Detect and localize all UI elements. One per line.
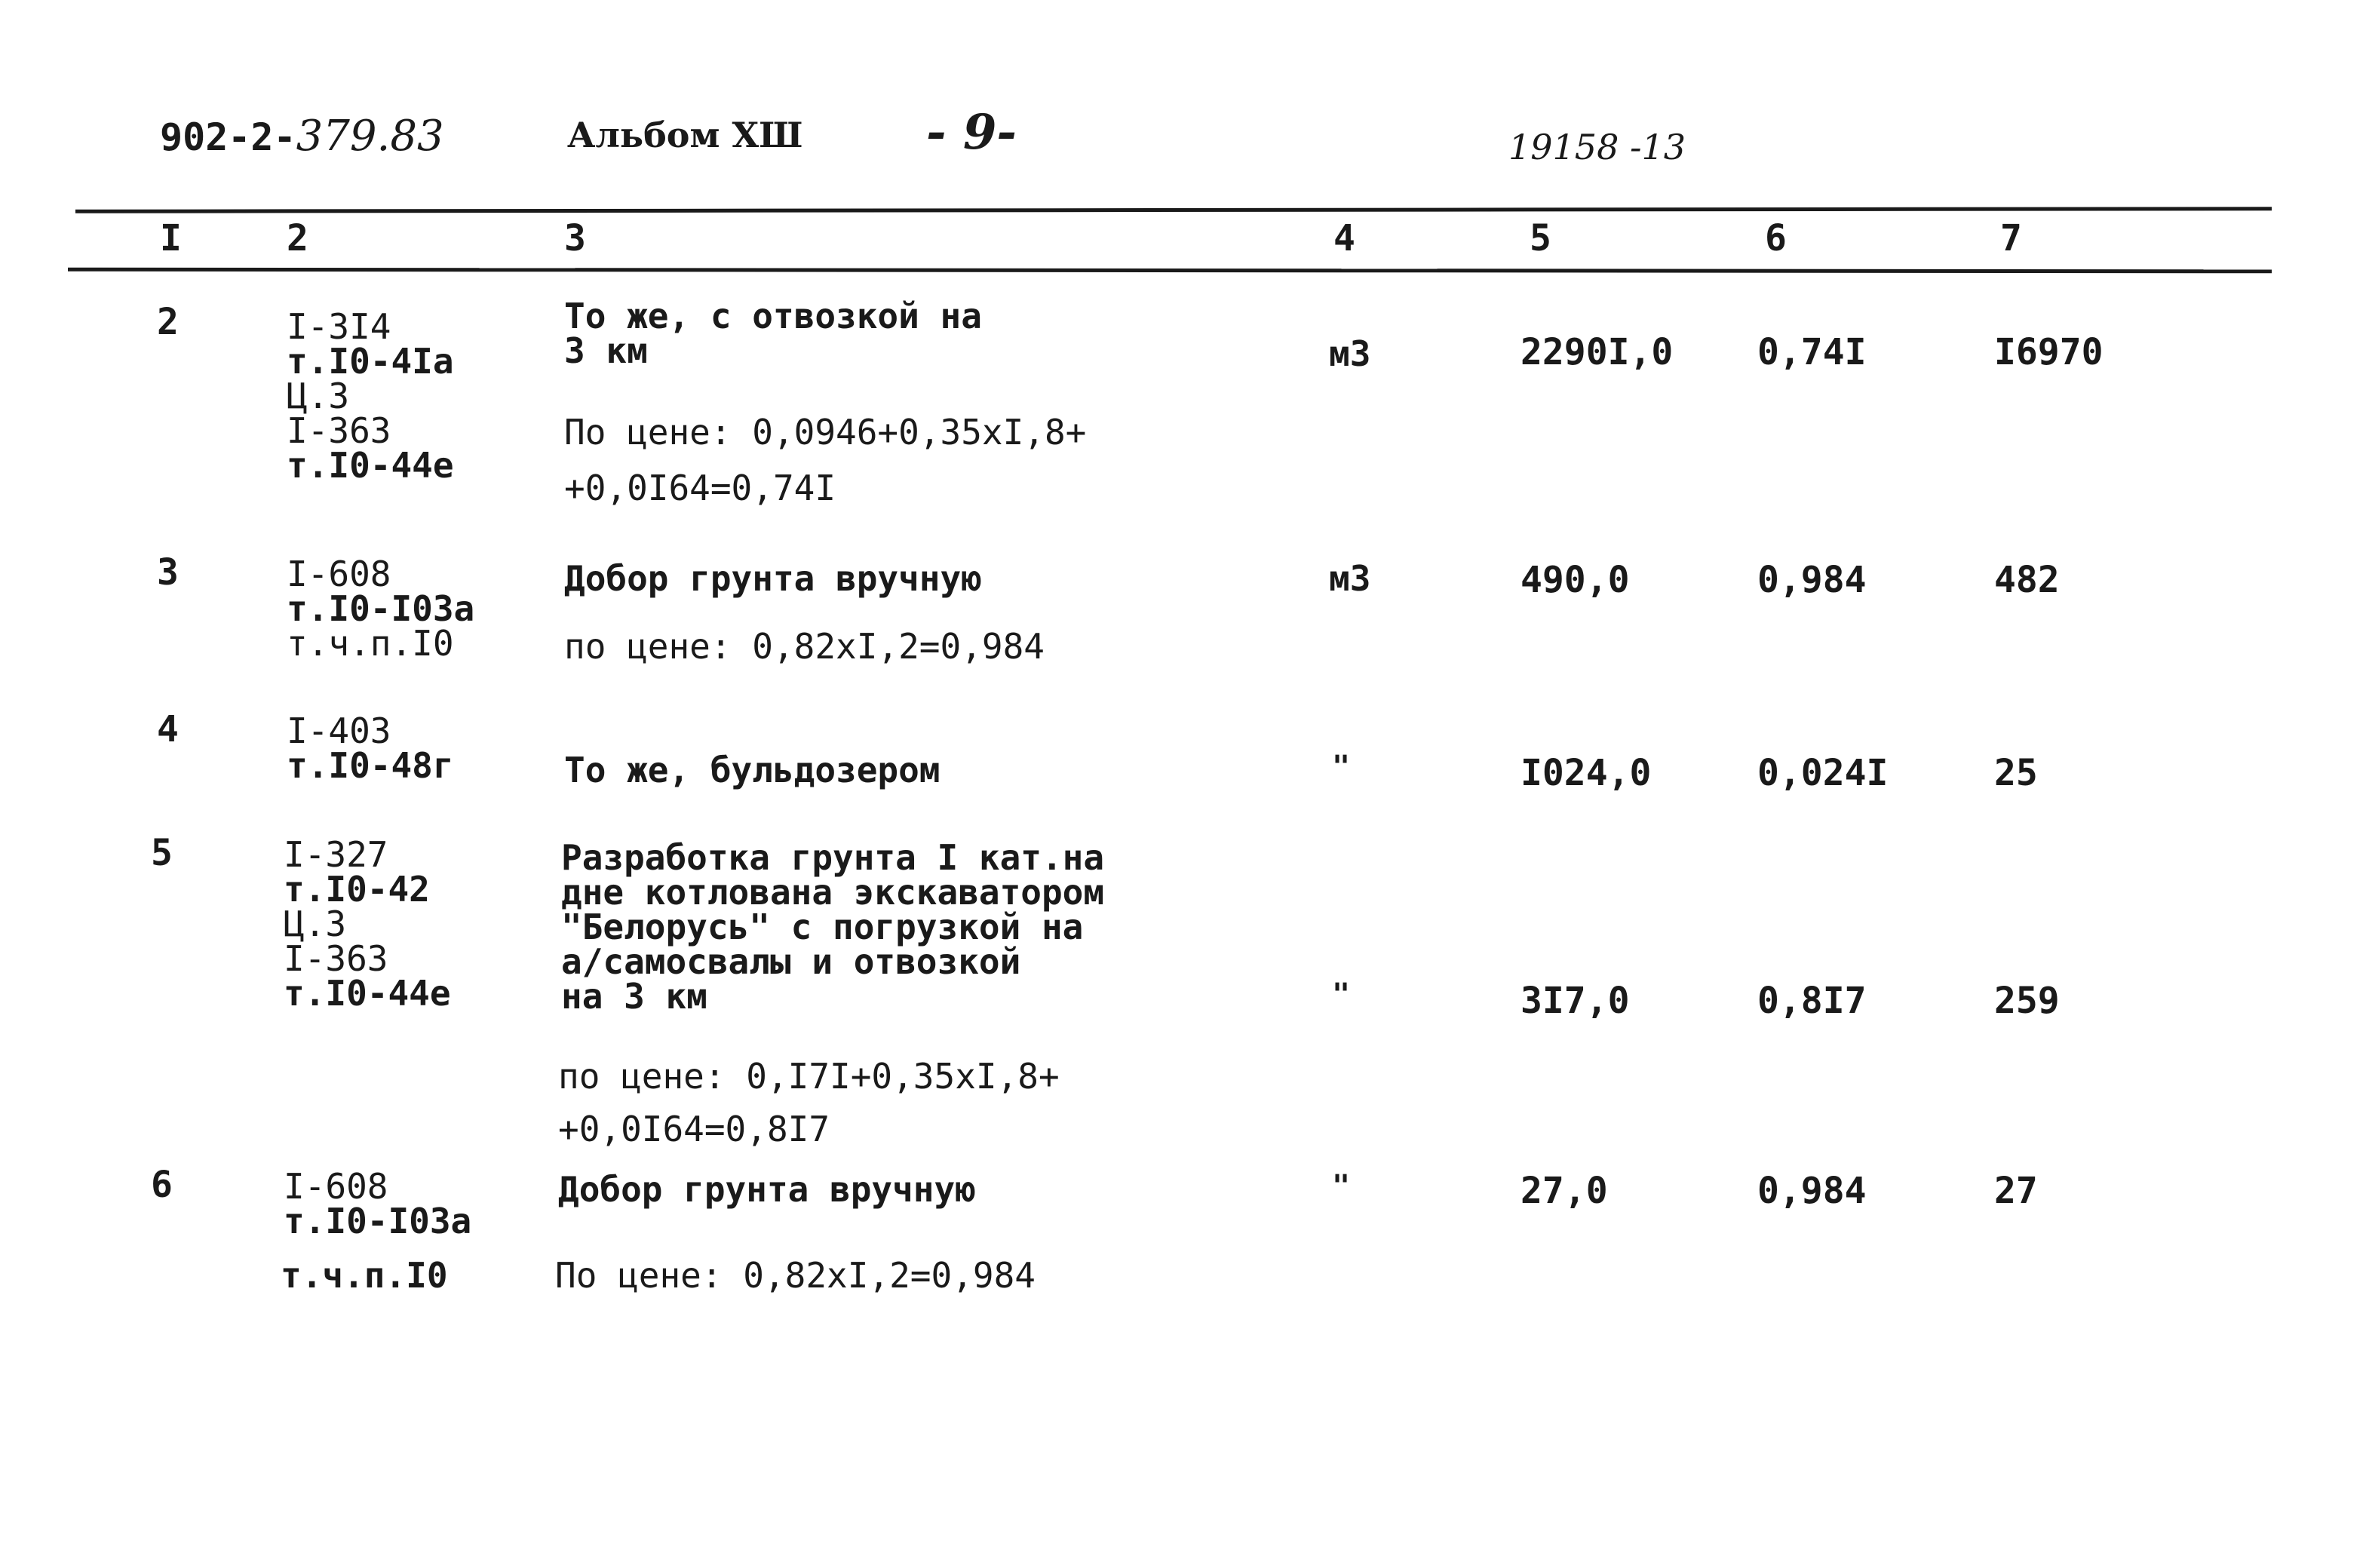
- unit-price: 0,984: [1757, 559, 1867, 601]
- unit: м3: [1329, 558, 1371, 599]
- header-top-rule: [75, 207, 2272, 213]
- page-number: - 9-: [926, 104, 1017, 161]
- description-line: Добор грунта вручную: [564, 558, 982, 599]
- norm-code: [287, 306, 454, 486]
- formula-line: По цене: 0,0946+0,35хI,8+: [564, 412, 1087, 453]
- description-line: а/самосвалы и отвозкой: [561, 941, 1021, 982]
- norm-code-line: т.I0-44е: [287, 445, 454, 486]
- norm-code-line: т.I0-42: [284, 869, 430, 910]
- sheet-number: 19158 -13: [1508, 127, 1686, 167]
- norm-code-line: I-403: [287, 710, 391, 751]
- norm-code-line: т.I0-4Iа: [287, 341, 454, 382]
- unit: м3: [1329, 333, 1371, 374]
- quantity: I024,0: [1521, 752, 1652, 794]
- total-cost: 25: [1994, 752, 2038, 794]
- header-bottom-rule: [68, 268, 2272, 274]
- quantity: 2290I,0: [1521, 331, 1674, 373]
- formula-line: по цене: 0,82хI,2=0,984: [564, 626, 1045, 667]
- norm-code-line: I-327: [284, 834, 388, 875]
- total-cost: 482: [1994, 559, 2060, 601]
- column-header-1: I: [160, 217, 182, 259]
- description-line: Разработка грунта I кат.на: [561, 837, 1105, 878]
- unit: ": [1332, 977, 1351, 1012]
- norm-code-line: I-608: [287, 554, 391, 594]
- work-description: [558, 1169, 976, 1210]
- price-formula: [558, 1050, 1060, 1155]
- description-line: То же, с отвозкой на: [564, 296, 982, 336]
- quantity: 27,0: [1521, 1170, 1608, 1212]
- norm-code-line: I-608: [284, 1166, 388, 1207]
- norm-code: [284, 834, 451, 1014]
- norm-code-line: т.I0-44е: [284, 973, 451, 1014]
- work-description: [561, 837, 1105, 1017]
- document-code: [160, 112, 444, 161]
- norm-code-line: т.I0-I03а: [287, 588, 475, 629]
- work-description: [564, 558, 982, 599]
- price-formula: [564, 404, 1086, 516]
- row-number: 6: [151, 1164, 173, 1206]
- norm-code-extra: т.ч.п.I0: [281, 1255, 448, 1296]
- total-cost: I6970: [1994, 331, 2104, 373]
- description-line: 3 км: [564, 330, 648, 371]
- column-header-6: 6: [1765, 217, 1787, 259]
- row-number: 2: [157, 301, 179, 343]
- quantity: 3I7,0: [1521, 980, 1630, 1022]
- quantity: 490,0: [1521, 559, 1630, 601]
- row-number: 5: [151, 832, 173, 874]
- unit-price: 0,74I: [1757, 331, 1867, 373]
- norm-code-line: т.I0-48г: [287, 745, 454, 786]
- column-header-2: 2: [287, 217, 308, 259]
- row-number: 3: [157, 551, 179, 594]
- formula-line: По цене: 0,82хI,2=0,984: [555, 1255, 1036, 1296]
- price-formula: [564, 626, 1045, 667]
- row-number: 4: [157, 708, 179, 750]
- unit-price: 0,024I: [1757, 752, 1889, 794]
- norm-code: [287, 554, 475, 664]
- description-line: "Белорусь" с погрузкой на: [561, 907, 1084, 947]
- description-line: на 3 км: [561, 976, 707, 1017]
- total-cost: 259: [1994, 980, 2060, 1022]
- formula-line: +0,0I64=0,8I7: [558, 1109, 830, 1149]
- document-code-suffix: 379.83: [296, 112, 444, 161]
- norm-code-line: I-363: [284, 938, 388, 979]
- norm-code-line: Ц.3: [284, 904, 347, 944]
- column-header-5: 5: [1530, 217, 1551, 259]
- description-line: Добор грунта вручную: [558, 1169, 976, 1210]
- unit-price: 0,984: [1757, 1170, 1867, 1212]
- description-line: То же, бульдозером: [564, 750, 941, 790]
- norm-code-line: т.I0-I03а: [284, 1201, 472, 1241]
- norm-code: [287, 710, 454, 786]
- column-header-4: 4: [1333, 217, 1355, 259]
- norm-code-line: т.ч.п.I0: [287, 623, 454, 664]
- unit-price: 0,8I7: [1757, 980, 1867, 1022]
- norm-code-line: I-363: [287, 410, 391, 451]
- price-formula: [555, 1255, 1036, 1296]
- norm-code-line: Ц.3: [287, 376, 350, 416]
- formula-line: +0,0I64=0,74I: [564, 468, 836, 508]
- total-cost: 27: [1994, 1170, 2038, 1212]
- document-code-prefix: 902-2-: [160, 115, 296, 159]
- column-header-3: 3: [564, 217, 586, 259]
- description-line: дне котлована экскаватором: [561, 872, 1105, 913]
- album-label: Альбом XШ: [567, 115, 803, 155]
- work-description: [564, 296, 982, 371]
- column-header-7: 7: [2000, 217, 2022, 259]
- unit: ": [1332, 1169, 1351, 1204]
- unit: ": [1332, 750, 1351, 784]
- norm-code: [284, 1166, 472, 1241]
- formula-line: по цене: 0,I7I+0,35хI,8+: [558, 1056, 1060, 1097]
- norm-code-line: I-3I4: [287, 306, 391, 347]
- work-description: [564, 750, 941, 790]
